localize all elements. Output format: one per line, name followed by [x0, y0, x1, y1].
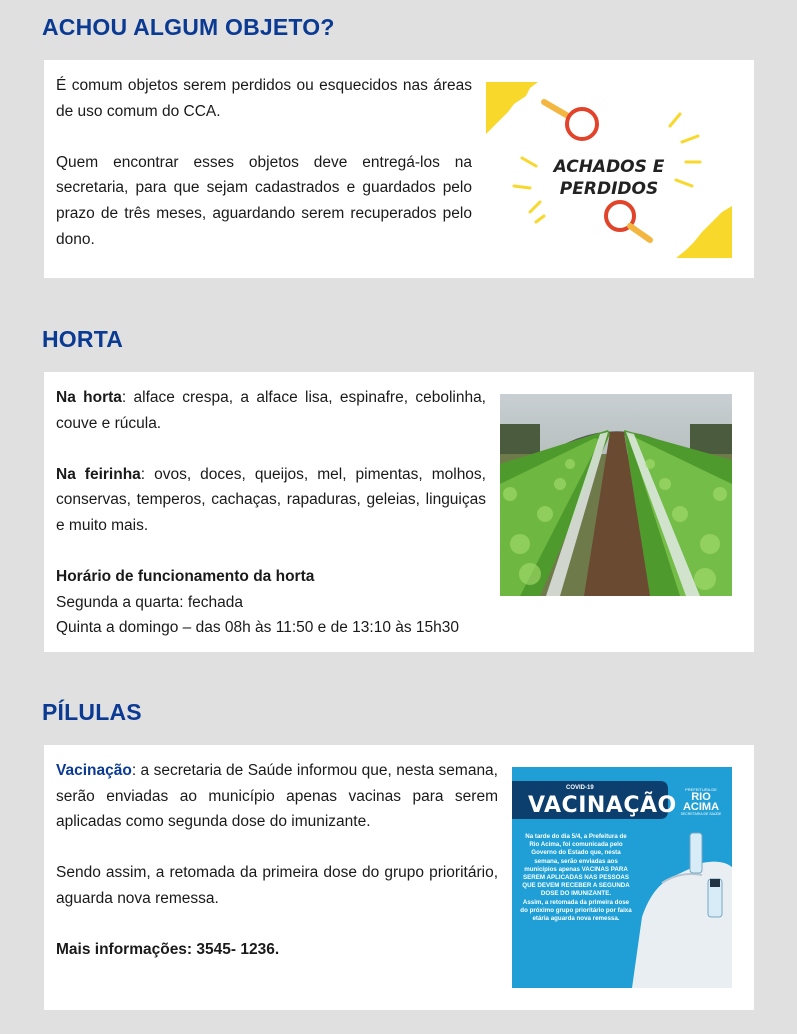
achou-paragraph-1: É comum objetos serem perdidos ou esquecidos nas áreas de uso comum do CCA.: [56, 77, 472, 120]
vacinacao-text: : a secretaria de Saúde informou que, nesta semana, serão enviadas ao município apenas vacinas para serem aplicadas como segunda dose do imunizante.: [56, 762, 498, 831]
achados-perdidos-graphic: [486, 82, 732, 258]
poster-body: [520, 833, 632, 923]
feirinha-items: : ovos, doces, queijos, mel, pimentas, molhos, conservas, temperos, cachaças, rapaduras, geleias, linguiças e muito mais.: [56, 465, 486, 534]
horta-paragraph-1: [56, 385, 486, 436]
poster-body-b: Assim, a retomada da primeira dose do próximo grupo prioritário por faixa etária aguarda nova remessa.: [520, 898, 632, 923]
poster-title: VACINAÇÃO: [528, 793, 677, 818]
feirinha-paragraph: [56, 462, 486, 539]
pilulas-section-title: PÍLULAS: [42, 699, 142, 725]
achou-card: [44, 60, 754, 278]
horta-hours-title: Horário de funcionamento da horta: [56, 568, 315, 585]
horta-hours-line-1: Segunda a quarta: fechada: [56, 593, 244, 611]
rio-acima-logo: [678, 787, 724, 816]
achados-perdidos-image: [486, 82, 732, 258]
horta-text: [56, 385, 486, 564]
greenhouse-photo: [500, 394, 732, 596]
pilulas-card: [44, 745, 754, 1010]
horta-items: : alface crespa, a alface lisa, espinafre, cebolinha, couve e rúcula.: [56, 389, 486, 432]
greenhouse-graphic: [500, 394, 732, 596]
pilulas-text: [56, 758, 498, 963]
horta-card: [44, 372, 754, 652]
mais-informacoes: Mais informações: 3545- 1236.: [56, 941, 280, 959]
poster-body-a: Na tarde do dia 5/4, a Prefeitura de Rio Acima, foi comunicada pelo Governo do Estado que, nesta semana, serão enviadas aos municípios apenas VACINAS PARA SEREM APLICADAS NAS PESSOAS QUE DEVEM RECEBER A SEGUNDA DOSE DO IMUNIZANTE.: [522, 833, 630, 898]
horta-hours-line-2: Quinta a domingo – das 08h às 11:50 e de 13:10 às 15h30: [56, 619, 460, 637]
horta-label: Na horta: [56, 389, 122, 406]
vacinacao-label: Vacinação: [56, 762, 132, 779]
achou-paragraph-2: Quem encontrar esses objetos deve entregá-los na secretaria, para que sejam cadastrados e guardados pelo prazo de três meses, aguardando serem recuperados pelo dono.: [56, 153, 472, 248]
achou-section-title: ACHOU ALGUM OBJETO?: [42, 14, 335, 40]
feirinha-label: Na feirinha: [56, 465, 141, 483]
achou-text: [56, 73, 472, 252]
achados-text-line1: ACHADOS E: [553, 157, 665, 177]
horta-section-title: HORTA: [42, 326, 124, 352]
logo-line-2: ACIMA: [682, 801, 720, 813]
retomada-paragraph: Sendo assim, a retomada da primeira dose do grupo prioritário, aguarda nova remessa.: [56, 864, 498, 907]
vacinacao-paragraph: [56, 758, 498, 835]
logo-line-1: RIO: [691, 791, 711, 803]
logo-small-text: PREFEITURA DE: [685, 787, 717, 792]
achados-text-line2: PERDIDOS: [559, 179, 659, 199]
vacinacao-poster: [512, 767, 732, 988]
poster-tag: COVID-19: [566, 785, 594, 791]
logo-sub-text: SECRETARIA DE SAÚDE: [680, 812, 722, 816]
